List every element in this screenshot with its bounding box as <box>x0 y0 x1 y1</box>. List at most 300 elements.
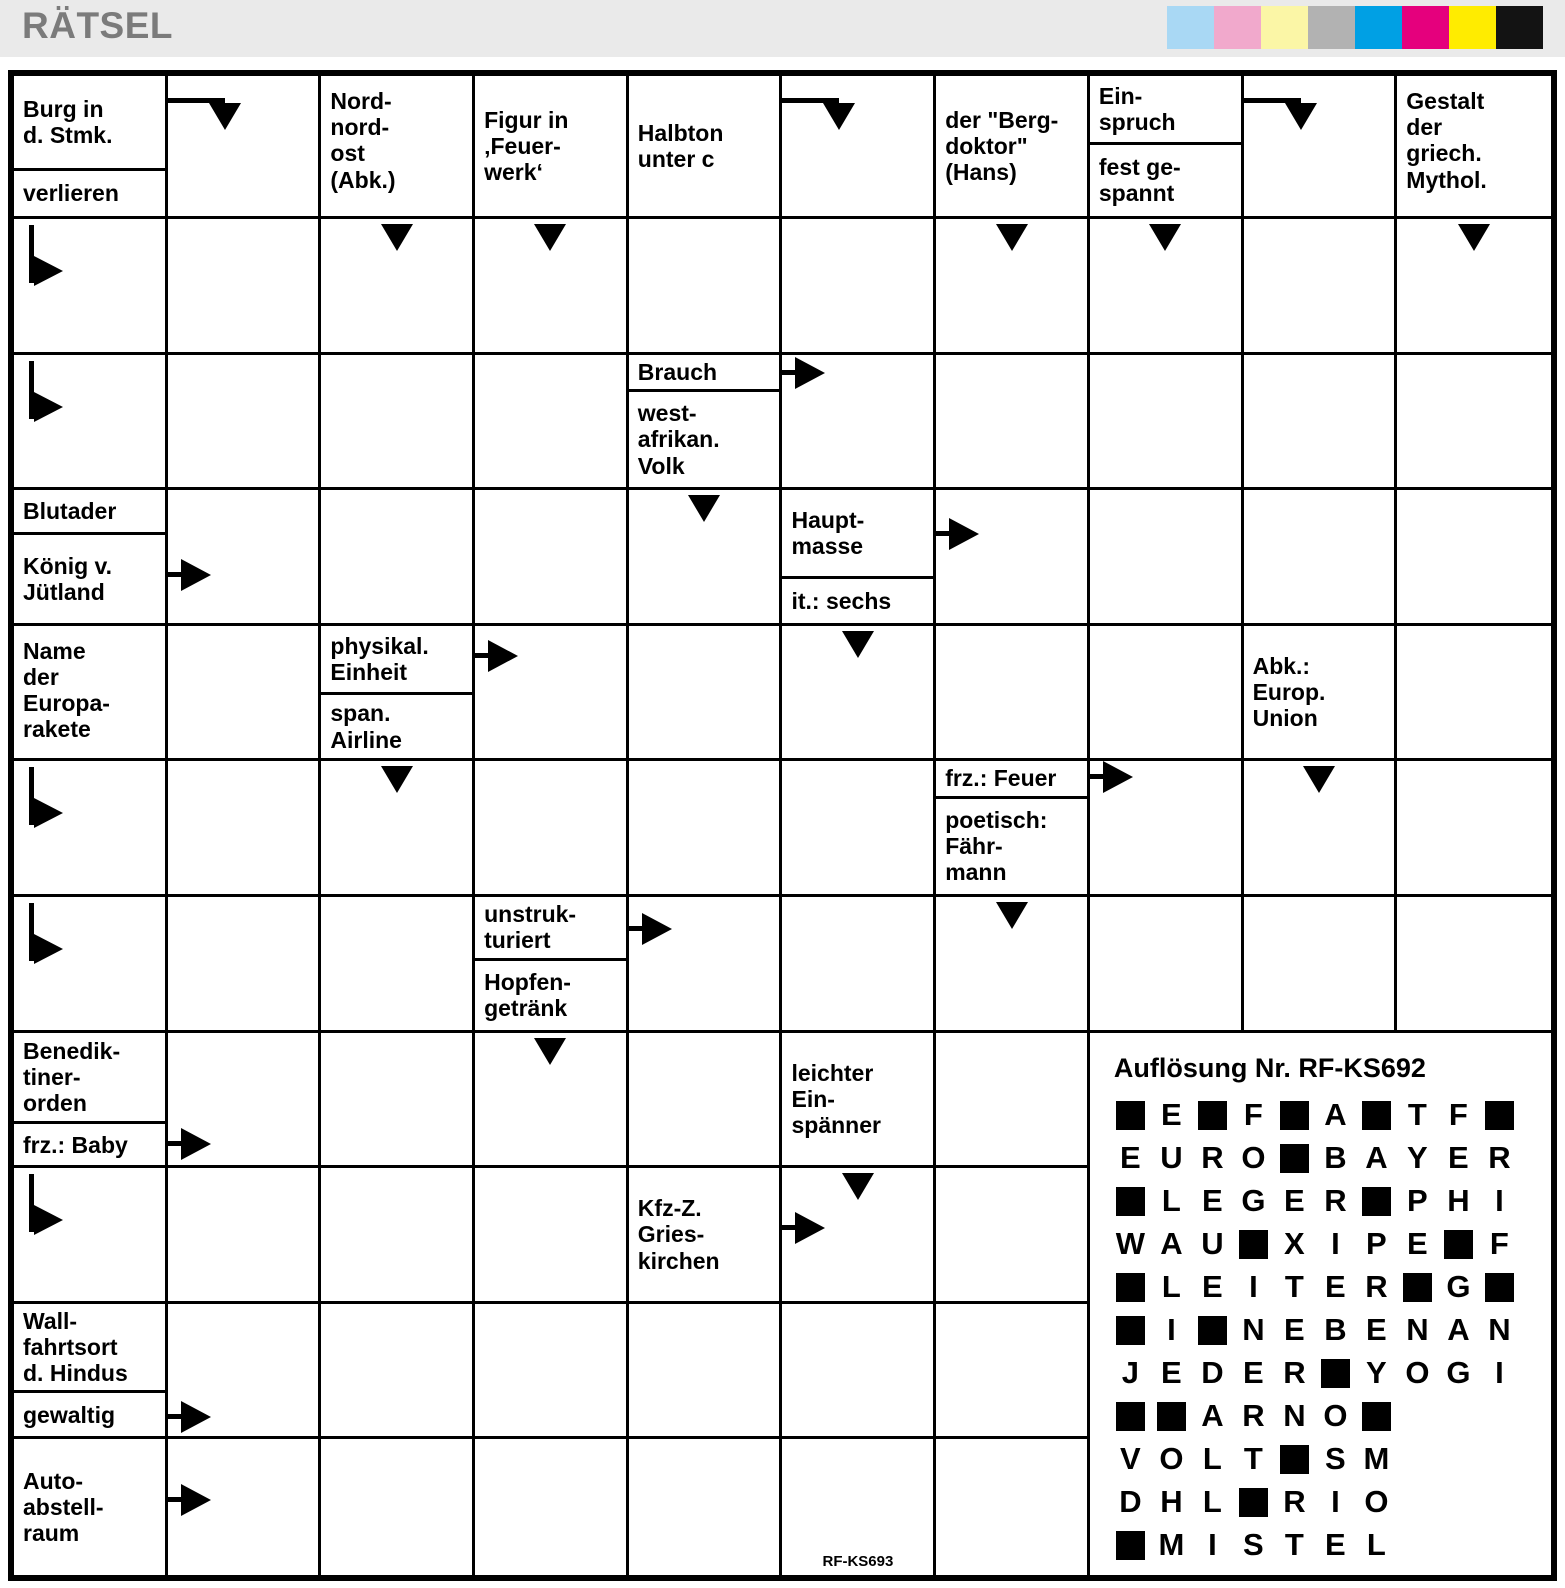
answer-cell[interactable] <box>936 490 1090 626</box>
arrow-head <box>209 103 241 130</box>
block-square <box>1280 1445 1309 1474</box>
answer-cell[interactable] <box>782 355 936 491</box>
bend-right-down-arrow-icon <box>782 76 933 216</box>
answer-cell[interactable] <box>1090 219 1244 355</box>
right-arrow-icon <box>168 1128 216 1160</box>
clue-line: poetisch: <box>945 806 1048 833</box>
answer-cell[interactable] <box>782 626 936 762</box>
solution-letter: T <box>1284 1527 1304 1563</box>
arrow-head <box>34 1205 63 1235</box>
answer-cell[interactable] <box>936 219 1090 355</box>
answer-cell[interactable] <box>475 1439 629 1575</box>
clue-text <box>14 634 165 747</box>
right-arrow-icon <box>475 640 523 672</box>
answer-cell[interactable] <box>782 1304 936 1440</box>
clue-line: fest ge- <box>1098 154 1181 181</box>
arrow-head <box>642 913 672 945</box>
down-arrow-icon <box>534 1038 566 1065</box>
solution-letter: M <box>1363 1441 1390 1477</box>
clue-line: leichter <box>791 1059 874 1086</box>
clue-line: Abk.: <box>1252 652 1311 679</box>
clue-text-wrap <box>321 76 472 216</box>
solution-letter: S <box>1243 1527 1264 1563</box>
arrow-head <box>795 357 825 389</box>
solution-letter: T <box>1284 1269 1304 1305</box>
clue-text <box>14 1398 165 1432</box>
block-square <box>1362 1101 1391 1130</box>
solution-letter: E <box>1448 1140 1469 1176</box>
solution-letter: P <box>1366 1226 1387 1262</box>
answer-cell[interactable] <box>629 1033 783 1169</box>
solution-block <box>1479 1266 1520 1309</box>
answer-cell[interactable] <box>168 626 322 762</box>
solution-letter: R <box>1242 1398 1265 1434</box>
solution-block <box>1397 1266 1438 1309</box>
down-arrow-icon <box>688 495 720 522</box>
clue-line: Burg in <box>23 95 104 122</box>
clue-line: Airline <box>330 726 402 753</box>
block-square <box>1321 1359 1350 1388</box>
clue-line: orden <box>23 1089 87 1116</box>
solution-letter: E <box>1325 1527 1346 1563</box>
answer-cell[interactable] <box>936 897 1090 1033</box>
right-arrow-icon <box>1090 761 1138 793</box>
down-arrow-icon <box>996 902 1028 929</box>
clue-text <box>782 584 933 618</box>
block-square <box>1116 1531 1145 1560</box>
clue-text <box>475 897 626 957</box>
clue-line: Wall- <box>23 1307 78 1334</box>
clue-line: kirchen <box>637 1247 720 1274</box>
clue-line: verlieren <box>23 180 119 207</box>
block-square <box>1280 1101 1309 1130</box>
clue-text-wrap <box>629 1168 780 1301</box>
answer-cell[interactable] <box>475 355 629 491</box>
arrow-head <box>181 559 211 591</box>
solution-letter: R <box>1283 1484 1306 1520</box>
clue-text-wrap <box>14 1439 165 1575</box>
answer-cell[interactable] <box>1397 626 1551 762</box>
clue-line: Benedik- <box>23 1037 121 1064</box>
answer-cell[interactable] <box>168 1439 322 1575</box>
clue-text <box>782 1056 933 1143</box>
color-swatch <box>1167 6 1214 49</box>
clue-line: Ein- <box>791 1085 835 1112</box>
answer-cell[interactable] <box>14 761 168 897</box>
clue-bottom <box>936 799 1087 894</box>
bend-down-right-arrow-icon <box>14 897 165 1030</box>
clue-line: fahrtsort <box>23 1334 118 1361</box>
solution-letter: O <box>1405 1355 1430 1391</box>
block-square <box>1485 1101 1514 1130</box>
solution-block <box>1110 1094 1151 1137</box>
solution-letter: T <box>1243 1441 1263 1477</box>
arrow-head <box>1285 103 1317 130</box>
clue-line: werk‘ <box>484 159 543 186</box>
answer-cell[interactable] <box>1244 897 1398 1033</box>
down-arrow-icon <box>534 224 566 251</box>
clue-split-wrap <box>782 490 933 623</box>
solution-letter: X <box>1284 1226 1305 1262</box>
clue-line: turiert <box>484 927 551 954</box>
solution-row <box>1110 1223 1547 1266</box>
clue-cell <box>14 76 168 219</box>
clue-cell <box>14 1033 168 1169</box>
page-title: RÄTSEL <box>22 5 173 46</box>
solution-letter: R <box>1283 1355 1306 1391</box>
answer-cell[interactable] <box>782 76 936 219</box>
answer-cell[interactable] <box>475 761 629 897</box>
clue-top <box>14 1304 165 1394</box>
solution-row <box>1110 1137 1547 1180</box>
clue-text <box>14 176 165 210</box>
answer-cell[interactable] <box>1397 490 1551 626</box>
answer-cell[interactable] <box>321 490 475 626</box>
clue-cell <box>936 76 1090 219</box>
clue-text <box>936 103 1087 190</box>
clue-line: Gries- <box>637 1221 705 1248</box>
clue-text-wrap <box>475 76 626 216</box>
solution-block <box>1110 1524 1151 1567</box>
clue-top <box>1090 76 1241 145</box>
clue-top <box>782 490 933 579</box>
answer-cell[interactable] <box>629 1304 783 1440</box>
block-square <box>1116 1402 1145 1431</box>
right-arrow-icon <box>782 1212 830 1244</box>
solution-letter: E <box>1325 1269 1346 1305</box>
clue-split-wrap <box>14 76 165 216</box>
solution-letter: A <box>1160 1226 1183 1262</box>
block-square <box>1239 1488 1268 1517</box>
answer-cell[interactable] <box>321 1304 475 1440</box>
clue-cell <box>629 355 783 491</box>
clue-cell <box>1397 76 1551 219</box>
solution-letter: D <box>1119 1484 1142 1520</box>
solution-letter: N <box>1488 1312 1511 1348</box>
answer-cell[interactable] <box>168 761 322 897</box>
arrow-head <box>1103 761 1133 793</box>
solution-letter: R <box>1201 1140 1224 1176</box>
answer-cell[interactable] <box>475 490 629 626</box>
solution-block <box>1356 1094 1397 1137</box>
clue-line: (Abk.) <box>330 166 396 193</box>
answer-cell[interactable] <box>629 761 783 897</box>
answer-cell[interactable] <box>1090 761 1244 897</box>
solution-block <box>1274 1094 1315 1137</box>
clue-bottom <box>14 1124 165 1165</box>
clue-cell <box>321 626 475 762</box>
clue-line: unter c <box>637 146 715 172</box>
clue-line: spannt <box>1098 180 1175 207</box>
color-swatch <box>1261 6 1308 49</box>
solution-letter: L <box>1161 1269 1181 1305</box>
puzzle-code-label: RF-KS693 <box>822 1553 894 1570</box>
clue-top <box>14 76 165 171</box>
solution-row <box>1110 1309 1547 1352</box>
answer-cell[interactable] <box>321 761 475 897</box>
solution-block <box>1274 1438 1315 1481</box>
down-arrow-icon <box>842 1173 874 1200</box>
solution-letter: R <box>1365 1269 1388 1305</box>
solution-letter: O <box>1241 1140 1266 1176</box>
solution-letter: O <box>1323 1398 1348 1434</box>
clue-cell <box>782 1033 936 1169</box>
right-arrow-icon <box>782 357 830 389</box>
answer-cell[interactable] <box>782 761 936 897</box>
answer-cell[interactable] <box>629 626 783 762</box>
solution-letter: I <box>1249 1269 1258 1305</box>
solution-letter: A <box>1447 1312 1470 1348</box>
color-calibration-bar <box>1167 6 1543 49</box>
answer-cell[interactable] <box>14 355 168 491</box>
clue-line: Hopfen- <box>484 968 571 995</box>
clue-text <box>629 1191 780 1278</box>
clue-text <box>14 92 165 152</box>
clue-line: masse <box>791 533 864 560</box>
clue-top <box>14 490 165 535</box>
clue-top <box>936 761 1087 798</box>
solution-block <box>1479 1094 1520 1137</box>
solution-letter: F <box>1448 1097 1468 1133</box>
solution-letter: I <box>1495 1183 1504 1219</box>
answer-cell[interactable] <box>629 490 783 626</box>
answer-cell[interactable] <box>1244 761 1398 897</box>
clue-text-wrap <box>936 76 1087 216</box>
answer-cell[interactable] <box>1244 490 1398 626</box>
clue-line: frz.: Feuer <box>945 765 1057 792</box>
answer-cell[interactable] <box>936 626 1090 762</box>
solution-block <box>1233 1481 1274 1524</box>
clue-cell <box>475 897 629 1033</box>
solution-title: Auflösung Nr. RF-KS692 <box>1113 1052 1426 1083</box>
clue-bottom <box>14 535 165 623</box>
clue-line: gewaltig <box>23 1401 116 1428</box>
answer-cell[interactable] <box>629 897 783 1033</box>
answer-cell[interactable] <box>321 1439 475 1575</box>
answer-cell[interactable] <box>1090 897 1244 1033</box>
clue-cell <box>1244 626 1398 762</box>
clue-bottom <box>782 579 933 623</box>
block-square <box>1362 1187 1391 1216</box>
clue-bottom <box>14 1393 165 1436</box>
clue-split-wrap <box>321 626 472 759</box>
solution-row <box>1110 1266 1547 1309</box>
answer-cell[interactable] <box>629 1439 783 1575</box>
arrow-head <box>949 518 979 550</box>
clue-text <box>629 355 780 389</box>
solution-letter: G <box>1241 1183 1266 1219</box>
clue-cell <box>14 490 168 626</box>
block-square <box>1403 1273 1432 1302</box>
answer-cell[interactable] <box>14 1168 168 1304</box>
clue-line: ost <box>330 140 365 167</box>
answer-cell[interactable] <box>936 1168 1090 1304</box>
answer-cell[interactable] <box>1397 761 1551 897</box>
answer-cell[interactable] <box>14 219 168 355</box>
solution-row <box>1110 1180 1547 1223</box>
clue-line: (Hans) <box>945 159 1017 186</box>
right-arrow-icon <box>936 518 984 550</box>
clue-text <box>936 761 1087 795</box>
clue-split-wrap <box>936 761 1087 894</box>
solution-block <box>1110 1395 1151 1438</box>
answer-cell[interactable] <box>168 219 322 355</box>
clue-cell <box>782 490 936 626</box>
block-square <box>1280 1144 1309 1173</box>
crossword-grid <box>8 70 1557 1581</box>
arrow-head <box>34 256 63 286</box>
solution-letter: V <box>1120 1441 1141 1477</box>
answer-cell[interactable] <box>629 219 783 355</box>
solution-grid <box>1110 1094 1547 1567</box>
solution-letter: I <box>1167 1312 1176 1348</box>
answer-cell[interactable] <box>475 1168 629 1304</box>
arrow-head <box>181 1128 211 1160</box>
clue-line: spänner <box>791 1112 881 1138</box>
solution-letter: S <box>1325 1441 1346 1477</box>
block-square <box>1239 1230 1268 1259</box>
answer-cell[interactable] <box>321 355 475 491</box>
solution-letter: N <box>1283 1398 1306 1434</box>
answer-cell[interactable] <box>936 1439 1090 1575</box>
answer-cell[interactable] <box>782 897 936 1033</box>
solution-letter: G <box>1446 1269 1471 1305</box>
answer-cell[interactable] <box>1397 219 1551 355</box>
solution-letter: L <box>1202 1484 1222 1520</box>
solution-letter: L <box>1202 1441 1222 1477</box>
clue-line: unstruk- <box>484 901 577 928</box>
solution-letter: M <box>1158 1527 1185 1563</box>
solution-letter: A <box>1201 1398 1224 1434</box>
solution-letter: O <box>1364 1484 1389 1520</box>
answer-cell[interactable] <box>321 897 475 1033</box>
clue-text <box>14 1304 165 1391</box>
clue-line: d. Hindus <box>23 1360 128 1387</box>
solution-letter: H <box>1447 1183 1470 1219</box>
answer-cell[interactable] <box>1090 626 1244 762</box>
answer-cell[interactable] <box>936 1033 1090 1169</box>
solution-letter: A <box>1365 1140 1388 1176</box>
answer-cell[interactable] <box>168 76 322 219</box>
color-swatch <box>1449 6 1496 49</box>
answer-cell[interactable] <box>782 1168 936 1304</box>
answer-cell[interactable] <box>168 490 322 626</box>
block-square <box>1116 1316 1145 1345</box>
answer-cell[interactable] <box>168 355 322 491</box>
answer-cell[interactable] <box>321 1033 475 1169</box>
block-square <box>1116 1187 1145 1216</box>
answer-cell[interactable] <box>321 219 475 355</box>
clue-line: Name <box>23 637 86 664</box>
clue-line: Halbton <box>637 119 724 146</box>
solution-letter: A <box>1324 1097 1347 1133</box>
clue-line: d. Stmk. <box>23 122 113 149</box>
down-arrow-icon <box>381 766 413 793</box>
clue-text <box>321 629 472 689</box>
answer-cell[interactable] <box>475 626 629 762</box>
clue-line: abstell- <box>23 1494 104 1521</box>
solution-letter: F <box>1243 1097 1263 1133</box>
solution-row <box>1110 1524 1547 1567</box>
answer-cell[interactable] <box>168 1033 322 1169</box>
answer-cell[interactable] <box>1244 355 1398 491</box>
answer-cell[interactable] <box>1397 355 1551 491</box>
clue-line: west- <box>637 400 697 427</box>
solution-letter: I <box>1331 1484 1340 1520</box>
answer-cell[interactable] <box>168 1168 322 1304</box>
clue-bottom <box>1090 145 1241 216</box>
answer-cell[interactable] <box>782 1439 936 1575</box>
clue-text-wrap <box>14 626 165 759</box>
color-swatch <box>1355 6 1402 49</box>
clue-split-wrap <box>14 1304 165 1437</box>
clue-line: Volk <box>637 452 685 479</box>
solution-letter: U <box>1201 1226 1224 1262</box>
bend-down-right-arrow-icon <box>14 1168 165 1301</box>
block-square <box>1116 1101 1145 1130</box>
solution-letter: B <box>1324 1312 1347 1348</box>
clue-text <box>1244 649 1395 736</box>
clue-text-wrap <box>782 1033 933 1166</box>
clue-line: span. <box>330 700 391 727</box>
arrow-head <box>34 392 63 422</box>
answer-cell[interactable] <box>321 1168 475 1304</box>
clue-cell <box>14 626 168 762</box>
answer-cell[interactable] <box>1090 355 1244 491</box>
clue-line: Brauch <box>637 358 718 385</box>
answer-cell[interactable] <box>1244 219 1398 355</box>
answer-cell[interactable] <box>1397 897 1551 1033</box>
solution-letter: W <box>1115 1226 1146 1262</box>
solution-row <box>1110 1481 1547 1524</box>
clue-text <box>321 696 472 756</box>
answer-cell[interactable] <box>14 897 168 1033</box>
answer-cell[interactable] <box>475 1033 629 1169</box>
solution-box <box>1090 1033 1551 1575</box>
clue-text <box>475 103 626 190</box>
down-arrow-icon <box>381 224 413 251</box>
clue-line: physikal. <box>330 632 429 659</box>
solution-block <box>1192 1309 1233 1352</box>
color-swatch <box>1214 6 1261 49</box>
block-square <box>1485 1273 1514 1302</box>
answer-cell[interactable] <box>475 219 629 355</box>
answer-cell[interactable] <box>936 355 1090 491</box>
clue-text <box>475 965 626 1025</box>
clue-line: ‚Feuer- <box>484 132 561 159</box>
answer-cell[interactable] <box>1090 490 1244 626</box>
solution-letter: E <box>1284 1183 1305 1219</box>
clue-line: frz.: Baby <box>23 1131 128 1158</box>
clue-line: raum <box>23 1520 80 1547</box>
answer-cell[interactable] <box>475 1304 629 1440</box>
block-square <box>1157 1402 1186 1431</box>
clue-line: Figur in <box>484 106 569 133</box>
answer-cell[interactable] <box>1244 76 1398 219</box>
clue-text-wrap <box>1244 626 1395 759</box>
block-square <box>1198 1316 1227 1345</box>
clue-text <box>1090 150 1241 210</box>
answer-cell[interactable] <box>168 1304 322 1440</box>
clue-cell <box>1090 76 1244 219</box>
answer-cell[interactable] <box>782 219 936 355</box>
block-square <box>1444 1230 1473 1259</box>
answer-cell[interactable] <box>936 1304 1090 1440</box>
clue-split-wrap <box>1090 76 1241 216</box>
answer-cell[interactable] <box>168 897 322 1033</box>
solution-row <box>1110 1094 1547 1137</box>
clue-text-wrap <box>1397 76 1551 216</box>
